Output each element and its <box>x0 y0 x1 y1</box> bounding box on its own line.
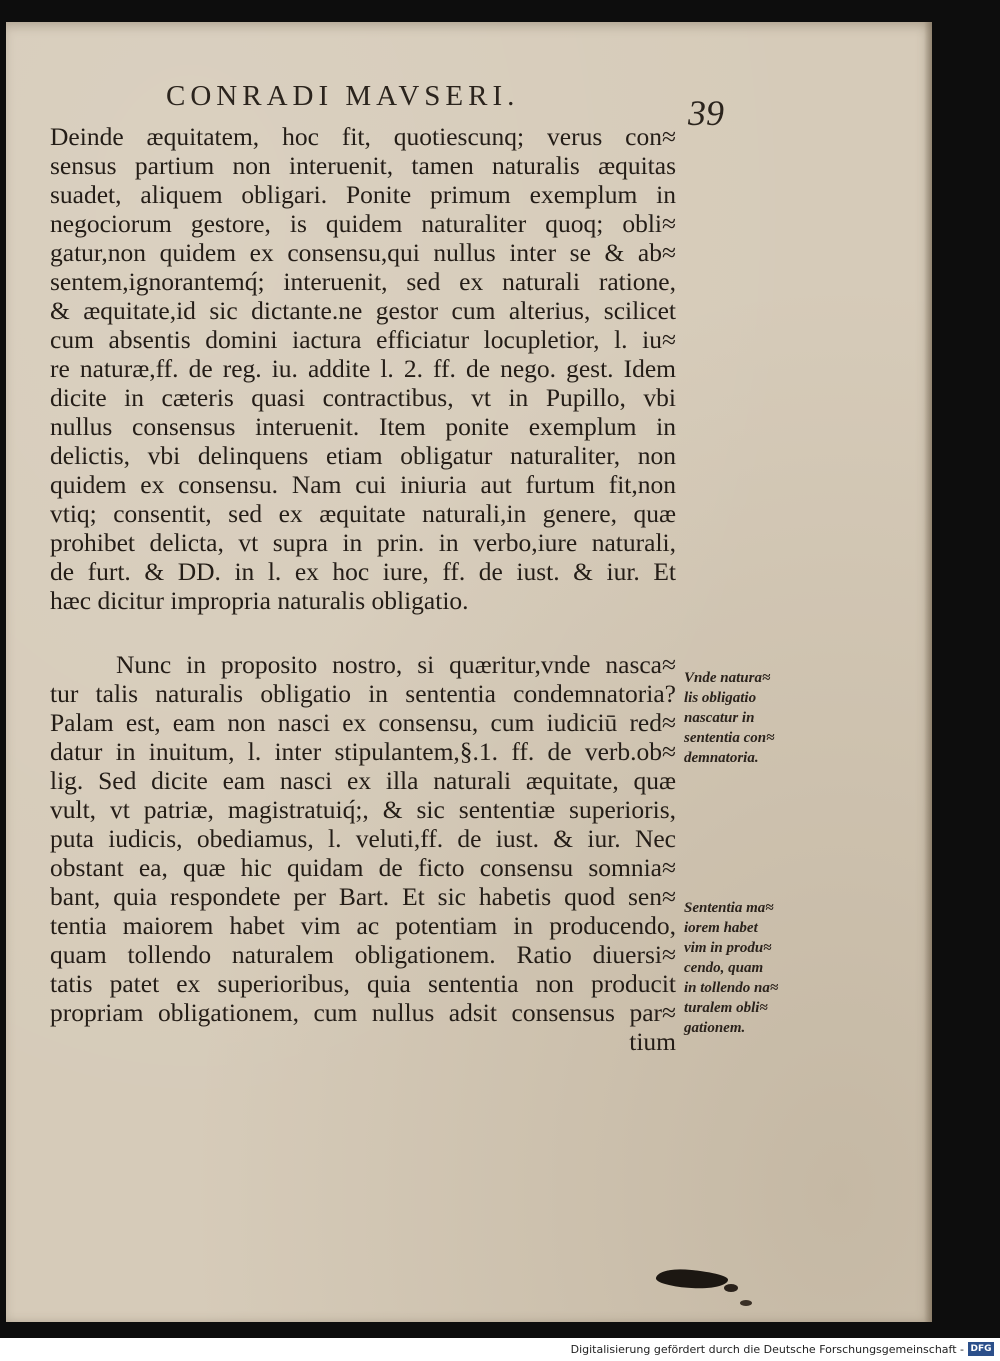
text-line: Deinde æquitatem, hoc fit, quotiescunq; verus con≈ <box>50 122 676 151</box>
text-line: Nunc in proposito nostro, si quæritur,vnde nasca≈ <box>116 650 676 679</box>
ink-stain <box>740 1300 752 1306</box>
text-line: puta iudicis, obediamus, l. veluti,ff. de iust. & iur. Nec <box>50 824 676 853</box>
text-line: quam tollendo naturalem obligationem. Ratio diuersi≈ <box>50 940 676 969</box>
text-line: dicite in cæteris quasi contractibus, vt in Pupillo, vbi <box>50 383 676 412</box>
marginal-line: lis obligatio <box>684 690 757 706</box>
text-line: negociorum gestore, is quidem naturaliter quoq; obli≈ <box>50 209 676 238</box>
page-number: 39 <box>688 93 724 133</box>
ink-stain <box>724 1284 738 1292</box>
marginal-line: nascatur in <box>684 710 755 726</box>
text-line: tatis patet ex superioribus, quia sententia non producit <box>50 969 676 998</box>
text-line: re naturæ,ff. de reg. iu. addite l. 2. ff. de nego. gest. Idem <box>50 354 676 383</box>
text-line: prohibet delicta, vt supra in prin. in verbo,iure naturali, <box>50 528 676 557</box>
book-page <box>6 22 932 1322</box>
text-line: quidem ex consensu. Nam cui iniuria aut furtum fit,non <box>50 470 676 499</box>
text-line: Palam est, eam non nasci ex consensu, cum iudiciū red≈ <box>50 708 676 737</box>
text-line: nullus consensus interuenit. Item ponite exemplum in <box>50 412 676 441</box>
text-line: & æquitate,id sic dictante.ne gestor cum alterius, scilicet <box>50 296 676 325</box>
text-line: de furt. & DD. in l. ex hoc iure, ff. de iust. & iur. Et <box>50 557 676 586</box>
text-line: obstant ea, quæ hic quidam de ficto consensu somnia≈ <box>50 853 676 882</box>
marginal-line: iorem habet <box>684 920 758 936</box>
marginal-line: gationem. <box>684 1020 746 1036</box>
marginal-line: Sententia ma≈ <box>684 900 774 916</box>
catchword: tium <box>629 1027 676 1056</box>
text-line: tentia maiorem habet vim ac potentiam in producendo, <box>50 911 676 940</box>
text-line: sensus partium non interuenit, tamen naturalis æquitas <box>50 151 676 180</box>
dfg-logo-icon: DFG <box>968 1342 994 1356</box>
running-head: CONRADI MAVSERI. <box>166 80 520 112</box>
text-line: suadet, aliquem obligari. Ponite primum exemplum in <box>50 180 676 209</box>
marginal-line: in tollendo na≈ <box>684 980 779 996</box>
text-line: cum absentis domini iactura efficiatur locupletior, l. iu≈ <box>50 325 676 354</box>
text-line: vtiq; consentit, sed ex æquitate naturali,in genere, quæ <box>50 499 676 528</box>
text-line: sentem,ignorantemq́; interuenit, sed ex naturali ratione, <box>50 267 676 296</box>
marginal-line: vim in produ≈ <box>684 940 772 956</box>
text-line: bant, quia respondete per Bart. Et sic habetis quod sen≈ <box>50 882 676 911</box>
text-line: delictis, vbi delinquens etiam obligatur naturaliter, non <box>50 441 676 470</box>
text-line: gatur,non quidem ex consensu,qui nullus inter se & ab≈ <box>50 238 676 267</box>
text-line: hæc dicitur impropria naturalis obligatio. <box>50 586 469 615</box>
marginal-line: cendo, quam <box>684 960 764 976</box>
text-line: vult, vt patriæ, magistratuiq́;, & sic sententiæ superioris, <box>50 795 676 824</box>
marginal-line: demnatoria. <box>684 750 759 766</box>
text-line: datur in inuitum, l. inter stipulantem,§.1. ff. de verb.ob≈ <box>50 737 676 766</box>
text-line: propriam obligationem, cum nullus adsit consensus par≈ <box>50 998 676 1027</box>
marginal-line: turalem obli≈ <box>684 1000 768 1016</box>
funding-credit: Digitalisierung gefördert durch die Deutsche Forschungsgemeinschaft - <box>570 1343 964 1356</box>
text-line: lig. Sed dicite eam nasci ex illa naturali æquitate, quæ <box>50 766 676 795</box>
marginal-line: Vnde natura≈ <box>684 670 771 686</box>
marginal-line: sententia con≈ <box>684 730 775 746</box>
text-line: tur talis naturalis obligatio in sententia condemnatoria? <box>50 679 676 708</box>
page-edge-shadow <box>924 22 932 1322</box>
